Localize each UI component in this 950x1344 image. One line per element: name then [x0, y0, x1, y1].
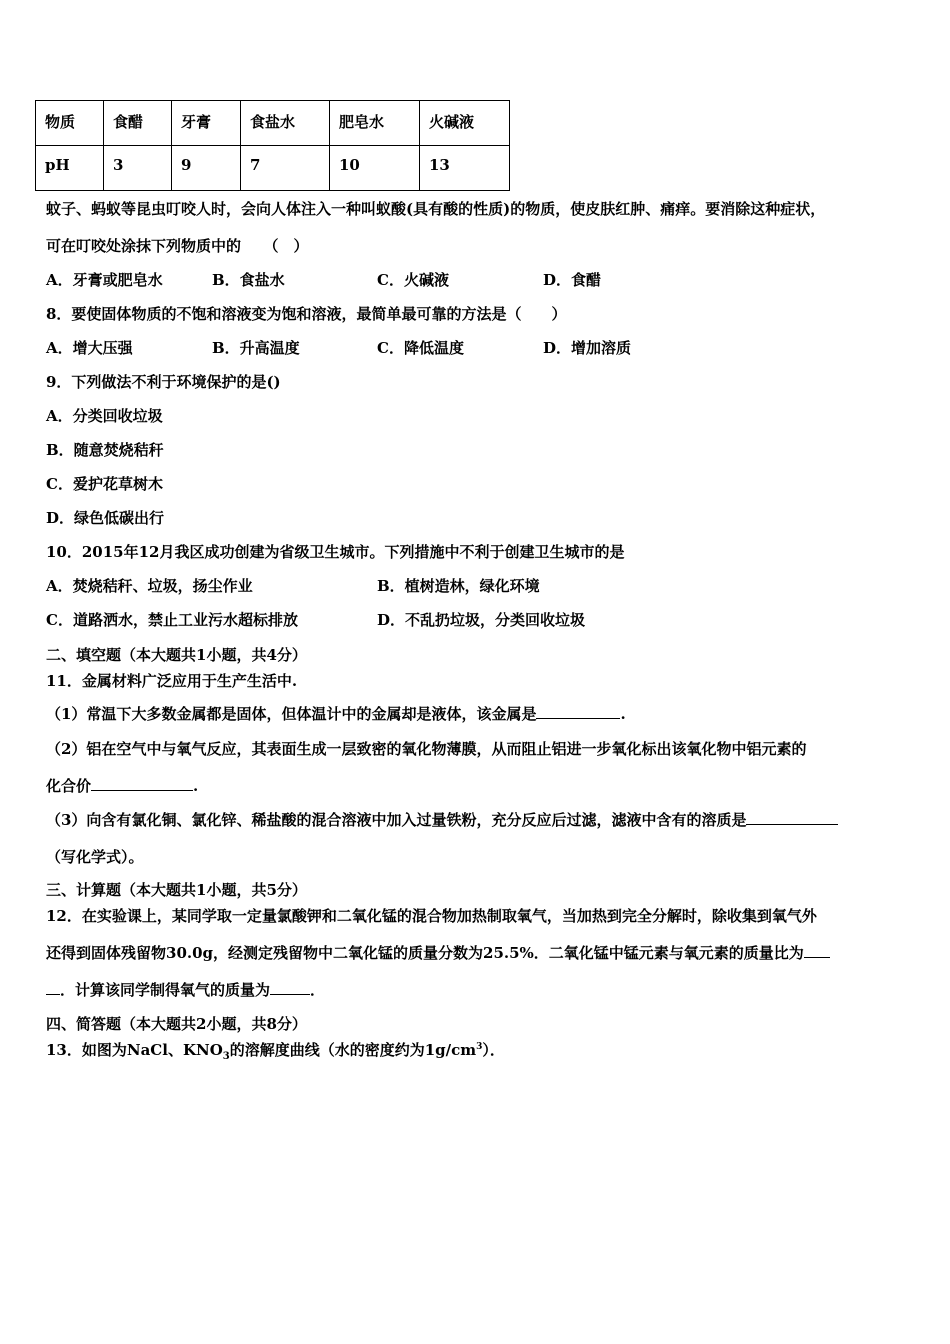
ph-table — [35, 100, 510, 191]
q8-text: 8．要使固体物质的不饱和溶液变为饱和溶液，最简单最可靠的方法是（ ） — [46, 305, 567, 323]
table-cell: 食醋 — [104, 101, 172, 146]
q12-line3-end: ． — [310, 981, 326, 999]
q12-line1: 12．在实验课上，某同学取一定量氯酸钾和二氧化锰的混合物加热制取氧气，当加热到完全分解时，除收集到氧气外 — [46, 907, 817, 925]
q12-line2 — [46, 943, 830, 963]
q7-option-d: D．食醋 — [543, 271, 602, 289]
q9-option-b: B．随意焚烧秸秆 — [46, 441, 164, 459]
q10-option-a: A．焚烧秸秆、垃圾，扬尘作业 — [46, 577, 253, 595]
q10-option-c: C．道路洒水，禁止工业污水超标排放 — [46, 611, 298, 629]
table-cell: pH — [36, 146, 104, 191]
section-heading-fill-blank: 二、填空题（本大题共1小题，共4分） — [46, 646, 307, 664]
q8-option-a: A．增大压强 — [46, 339, 133, 357]
q11-part1-end: . — [620, 705, 626, 723]
q11-part3-text: （3）向含有氯化铜、氯化锌、稀盐酸的混合溶液中加入过量铁粉，充分反应后过滤，滤液中含有的溶质是 — [46, 811, 747, 829]
q11-text: 11．金属材料广泛应用于生产生活中. — [46, 672, 298, 690]
q7-text-line2: 可在叮咬处涂抹下列物质中的 （ ） — [46, 237, 309, 255]
q9-option-c: C．爱护花草树木 — [46, 475, 163, 493]
q9-option-a: A．分类回收垃圾 — [46, 407, 163, 425]
q11-part2-line1: （2）铝在空气中与氧气反应，其表面生成一层致密的氧化物薄膜，从而阻止铝进一步氧化标出该氧化物中铝元素的 — [46, 740, 807, 758]
q12-line2-text: 还得到固体残留物30.0g，经测定残留物中二氧化锰的质量分数为25.5%．二氧化锰中锰元素与氧元素的质量比为 — [46, 944, 804, 962]
q11-part3-line2: （写化学式）。 — [46, 848, 144, 866]
table-cell: 3 — [104, 146, 172, 191]
q11-part2-line2 — [46, 776, 198, 796]
answer-blank[interactable] — [91, 776, 193, 791]
table-cell: 肥皂水 — [330, 101, 420, 146]
q13-subscript: 3 — [222, 1051, 230, 1062]
q10-option-d: D．不乱扔垃圾，分类回收垃圾 — [377, 611, 586, 629]
q9-text: 9．下列做法不利于环境保护的是() — [46, 373, 281, 391]
table-cell: 物质 — [36, 101, 104, 146]
table-cell: 7 — [241, 146, 330, 191]
q12-line3-text: ．计算该同学制得氧气的质量为 — [60, 981, 271, 999]
answer-blank[interactable] — [804, 943, 830, 958]
section-heading-short-answer: 四、简答题（本大题共2小题，共8分） — [46, 1015, 307, 1033]
table-cell: 食盐水 — [241, 101, 330, 146]
table-header-row — [36, 101, 510, 146]
q13-pre: 13．如图为NaCl、KNO — [46, 1041, 223, 1059]
answer-blank[interactable] — [46, 980, 60, 995]
table-row — [36, 146, 510, 191]
q9-option-d: D．绿色低碳出行 — [46, 509, 165, 527]
q13-text — [46, 1040, 505, 1060]
q11-part1-text: （1）常温下大多数金属都是固体，但体温计中的金属却是液体，该金属是 — [46, 705, 537, 723]
table-cell: 9 — [172, 146, 241, 191]
q11-part1 — [46, 704, 626, 724]
q8-option-d: D．增加溶质 — [543, 339, 632, 357]
table-cell: 火碱液 — [420, 101, 510, 146]
table-cell: 10 — [330, 146, 420, 191]
q13-mid: 的溶解度曲线（水的密度约为1g/cm — [229, 1041, 477, 1059]
answer-blank[interactable] — [270, 980, 310, 995]
q12-line3 — [46, 980, 325, 1000]
section-heading-calculation: 三、计算题（本大题共1小题，共5分） — [46, 881, 307, 899]
q10-text: 10．2015年12月我区成功创建为省级卫生城市。下列措施中不利于创建卫生城市的是 — [46, 543, 625, 561]
q11-part2-text: 化合价 — [46, 777, 92, 795]
q8-option-c: C．降低温度 — [377, 339, 464, 357]
answer-blank[interactable] — [746, 810, 838, 825]
q8-option-b: B．升高温度 — [212, 339, 300, 357]
q7-option-a: A．牙膏或肥皂水 — [46, 271, 163, 289]
q7-text-line1: 蚊子、蚂蚁等昆虫叮咬人时，会向人体注入一种叫蚁酸(具有酸的性质)的物质，使皮肤红肿、痛痒。要消除这种症状， — [46, 200, 826, 218]
table-cell: 牙膏 — [172, 101, 241, 146]
q7-option-b: B．食盐水 — [212, 271, 285, 289]
q10-option-b: B．植树造林，绿化环境 — [377, 577, 540, 595]
q11-part3-line1 — [46, 810, 838, 830]
q11-part2-end: . — [193, 777, 199, 795]
table-cell: 13 — [420, 146, 510, 191]
answer-blank[interactable] — [536, 704, 620, 719]
q13-superscript: 3 — [476, 1042, 483, 1052]
q7-option-c: C．火碱液 — [377, 271, 449, 289]
q13-post: ）． — [482, 1041, 505, 1059]
